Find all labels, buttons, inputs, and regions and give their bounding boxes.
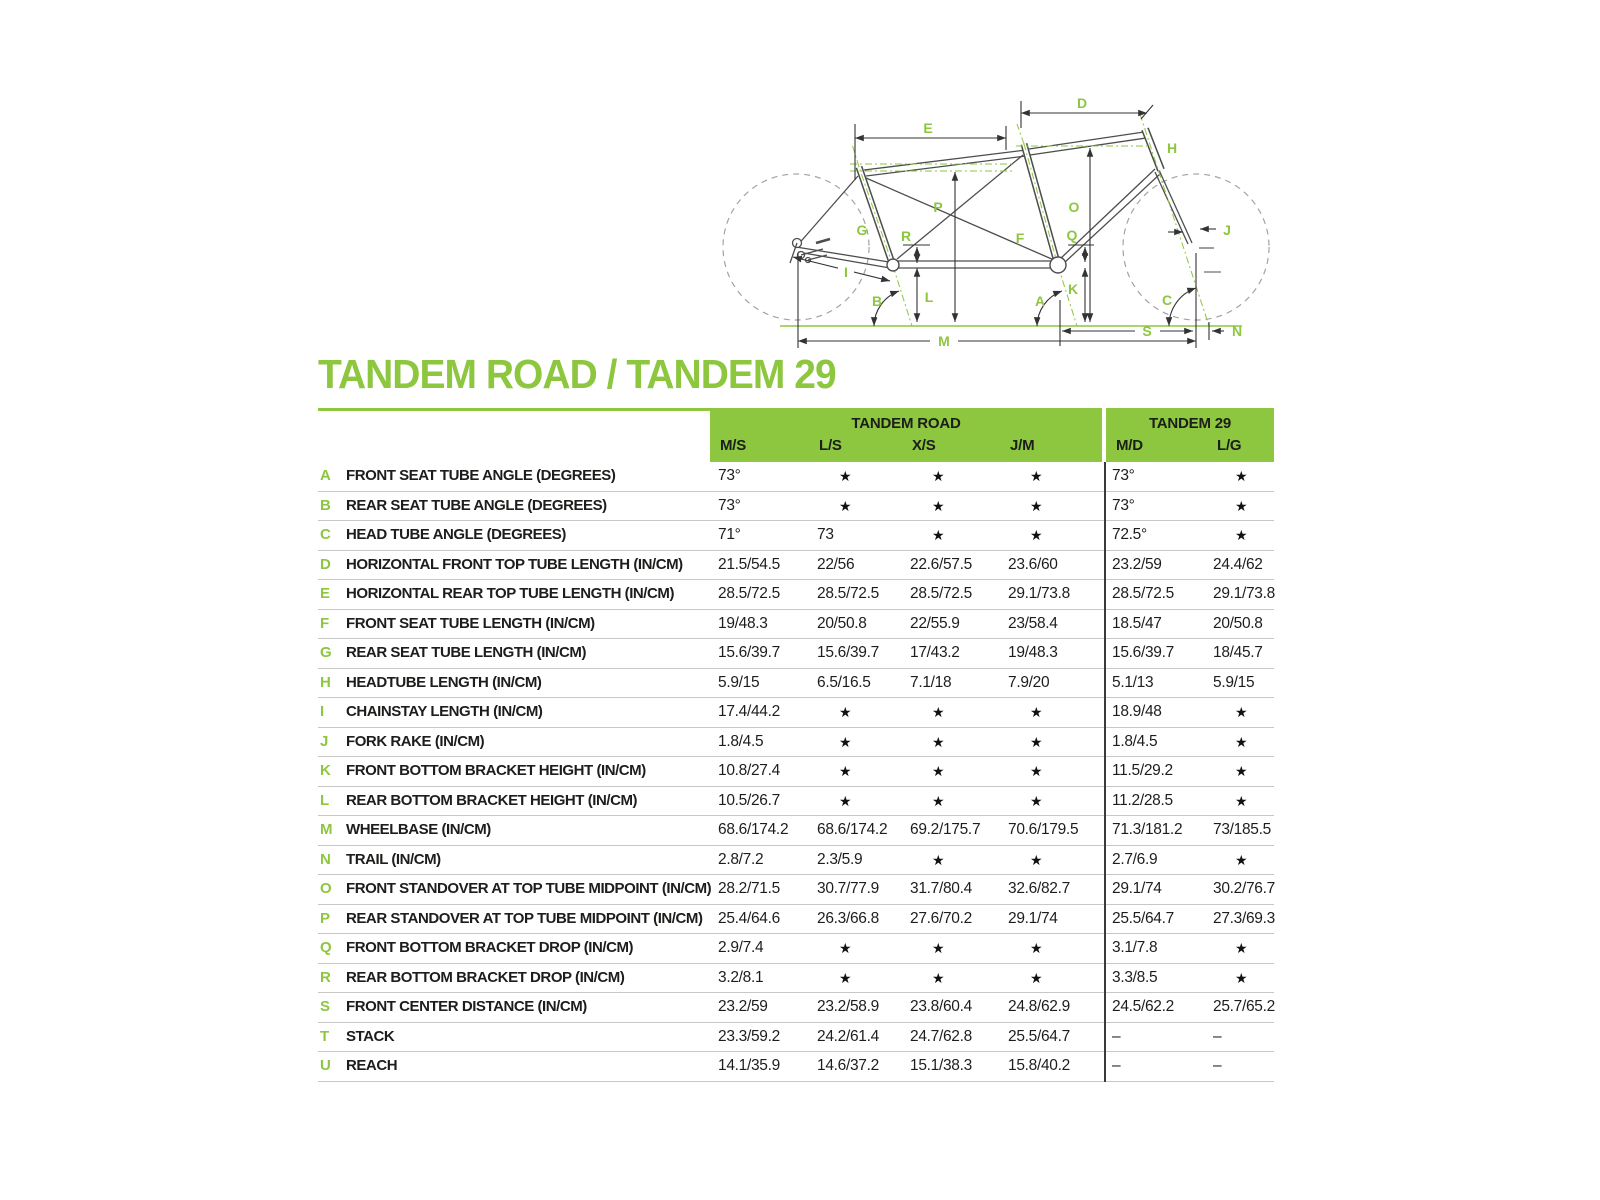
value-cell: 15.6/39.7 <box>1112 644 1174 662</box>
dim-label-e: E <box>923 120 933 136</box>
value-cell: 23.2/58.9 <box>817 998 879 1016</box>
value-cell: 15.8/40.2 <box>1008 1057 1070 1075</box>
value-cell: 15.6/39.7 <box>718 644 780 662</box>
dim-label-r: R <box>900 228 912 244</box>
value-cell: 15.6/39.7 <box>817 644 879 662</box>
star-value: ★ <box>1030 763 1043 780</box>
value-cell: 22.6/57.5 <box>910 555 972 573</box>
row-name: FRONT BOTTOM BRACKET HEIGHT (IN/CM) <box>346 762 646 780</box>
row-letter: O <box>320 880 332 898</box>
value-cell: 73° <box>1112 467 1135 484</box>
row-letter: D <box>320 555 331 573</box>
row-letter: R <box>320 968 331 986</box>
table-row <box>318 610 1274 640</box>
size-column-label: L/S <box>819 437 842 454</box>
star-value: ★ <box>1030 969 1043 986</box>
value-cell: 32.6/82.7 <box>1008 880 1070 898</box>
dim-label-l: L <box>924 289 934 305</box>
table-row <box>318 551 1274 581</box>
value-cell: 25.5/64.7 <box>1008 1027 1070 1045</box>
table-row <box>318 1023 1274 1053</box>
dim-label-q: Q <box>1066 227 1078 243</box>
row-name: REAR SEAT TUBE LENGTH (IN/CM) <box>346 644 586 662</box>
value-cell: 23.3/59.2 <box>718 1027 780 1045</box>
table-row <box>318 669 1274 699</box>
star-value: ★ <box>1235 468 1248 484</box>
row-letter: A <box>320 467 331 484</box>
row-letter: P <box>320 909 331 927</box>
value-cell: 3.3/8.5 <box>1112 968 1158 986</box>
row-name: REAR SEAT TUBE ANGLE (DEGREES) <box>346 496 607 514</box>
value-cell: 72.5° <box>1112 526 1147 544</box>
star-value: ★ <box>1235 733 1248 750</box>
size-column-label: J/M <box>1010 437 1035 454</box>
value-cell: 29.1/73.8 <box>1008 585 1070 603</box>
table-row <box>318 964 1274 994</box>
star-value: ★ <box>839 792 852 809</box>
row-name: HORIZONTAL FRONT TOP TUBE LENGTH (IN/CM) <box>346 555 683 573</box>
star-value: ★ <box>1235 497 1248 514</box>
value-cell: 23.6/60 <box>1008 555 1058 573</box>
value-cell: 30.2/76.7 <box>1213 880 1275 898</box>
value-cell: 5.9/15 <box>718 673 760 691</box>
row-letter: F <box>320 614 330 632</box>
row-name: REACH <box>346 1057 398 1075</box>
row-name: HEAD TUBE ANGLE (DEGREES) <box>346 526 566 544</box>
size-column-label: X/S <box>912 437 936 454</box>
row-letter: K <box>320 762 331 780</box>
table-row <box>318 639 1274 669</box>
row-name: FRONT SEAT TUBE ANGLE (DEGREES) <box>346 467 616 484</box>
value-cell: 26.3/66.8 <box>817 909 879 927</box>
row-name: HEADTUBE LENGTH (IN/CM) <box>346 673 542 691</box>
value-cell: 11.2/28.5 <box>1112 791 1173 809</box>
row-letter: Q <box>320 939 332 957</box>
value-cell: 20/50.8 <box>817 614 867 632</box>
value-cell: 10.5/26.7 <box>718 791 780 809</box>
fork-blade <box>1155 172 1188 244</box>
bottom-brackets <box>887 257 1066 273</box>
star-value: ★ <box>1030 704 1043 721</box>
row-name: FRONT CENTER DISTANCE (IN/CM) <box>346 998 587 1016</box>
row-letter: E <box>320 585 331 603</box>
value-cell: 28.5/72.5 <box>718 585 780 603</box>
star-value: ★ <box>839 497 852 514</box>
table-row <box>318 816 1274 846</box>
table-row <box>318 846 1274 876</box>
value-cell: 19/48.3 <box>1008 644 1058 662</box>
star-value: ★ <box>932 940 945 957</box>
value-cell: 28.5/72.5 <box>910 585 972 603</box>
size-column-label: M/D <box>1116 437 1143 454</box>
star-value: ★ <box>839 940 852 957</box>
dim-label-c: C <box>1161 292 1173 308</box>
value-cell: 15.1/38.3 <box>910 1057 972 1075</box>
value-cell: 21.5/54.5 <box>718 555 780 573</box>
row-name: CHAINSTAY LENGTH (IN/CM) <box>346 703 543 721</box>
empty-value: – <box>1112 1027 1121 1045</box>
wheels <box>723 174 1269 320</box>
star-value: ★ <box>839 969 852 986</box>
value-cell: 14.1/35.9 <box>718 1057 780 1075</box>
table-row <box>318 492 1274 522</box>
value-cell: 23/58.4 <box>1008 614 1058 632</box>
value-cell: 28.5/72.5 <box>1112 585 1174 603</box>
value-cell: 73° <box>1112 496 1135 514</box>
value-cell: 70.6/179.5 <box>1008 821 1079 839</box>
star-value: ★ <box>932 733 945 750</box>
value-cell: 18/45.7 <box>1213 644 1263 662</box>
value-cell: 25.7/65.2 <box>1213 998 1275 1016</box>
value-cell: 29.1/73.8 <box>1213 585 1275 603</box>
row-name: FRONT BOTTOM BRACKET DROP (IN/CM) <box>346 939 634 957</box>
value-cell: 73° <box>718 496 741 514</box>
star-value: ★ <box>1235 527 1248 544</box>
value-cell: 2.7/6.9 <box>1112 850 1158 868</box>
row-name: STACK <box>346 1027 395 1045</box>
table-row <box>318 1052 1274 1082</box>
table-row <box>318 934 1274 964</box>
row-name: FRONT SEAT TUBE LENGTH (IN/CM) <box>346 614 595 632</box>
star-value: ★ <box>1235 704 1248 721</box>
star-value: ★ <box>932 851 945 868</box>
star-value: ★ <box>1235 940 1248 957</box>
value-cell: 10.8/27.4 <box>718 762 780 780</box>
value-cell: 1.8/4.5 <box>1112 732 1158 750</box>
empty-value: – <box>1112 1057 1121 1075</box>
row-name: FORK RAKE (IN/CM) <box>346 732 485 750</box>
star-value: ★ <box>839 468 852 484</box>
group-label: TANDEM ROAD <box>851 415 961 432</box>
value-cell: 71.3/181.2 <box>1112 821 1183 839</box>
value-cell: 25.4/64.6 <box>718 909 780 927</box>
row-letter: G <box>320 644 332 662</box>
dim-label-f: F <box>1015 230 1025 246</box>
value-cell: 30.7/77.9 <box>817 880 879 898</box>
value-cell: 11.5/29.2 <box>1112 762 1173 780</box>
dim-label-g: G <box>856 222 868 238</box>
table-row <box>318 521 1274 551</box>
star-value: ★ <box>1235 969 1248 986</box>
row-letter: U <box>320 1057 331 1075</box>
value-cell: 18.9/48 <box>1112 703 1162 721</box>
dim-label-j: J <box>1223 222 1231 238</box>
star-value: ★ <box>839 763 852 780</box>
star-value: ★ <box>1030 733 1043 750</box>
value-cell: 73/185.5 <box>1213 821 1271 839</box>
rear-hub-detail <box>790 239 830 264</box>
star-value: ★ <box>1030 851 1043 868</box>
star-value: ★ <box>932 527 945 544</box>
star-value: ★ <box>932 497 945 514</box>
value-cell: 7.9/20 <box>1008 673 1050 691</box>
value-cell: 3.2/8.1 <box>718 968 764 986</box>
row-letter: S <box>320 998 331 1016</box>
value-cell: 24.7/62.8 <box>910 1027 972 1045</box>
table-header <box>318 408 1274 462</box>
angle-arc-C <box>1169 288 1196 326</box>
value-cell: 29.1/74 <box>1008 909 1058 927</box>
value-cell: 23.2/59 <box>718 998 768 1016</box>
value-cell: 24.2/61.4 <box>817 1027 879 1045</box>
value-cell: 27.3/69.3 <box>1213 909 1275 927</box>
value-cell: 23.8/60.4 <box>910 998 972 1016</box>
value-cell: 68.6/174.2 <box>718 821 789 839</box>
star-value: ★ <box>1030 497 1043 514</box>
column-divider <box>1104 462 1106 1082</box>
star-value: ★ <box>932 969 945 986</box>
row-letter: T <box>320 1027 330 1045</box>
star-value: ★ <box>1030 468 1043 484</box>
value-cell: 73 <box>817 526 834 544</box>
row-name: FRONT STANDOVER AT TOP TUBE MIDPOINT (IN/CM) <box>346 880 712 898</box>
value-cell: 6.5/16.5 <box>817 673 871 691</box>
star-value: ★ <box>932 468 945 484</box>
size-column-label: L/G <box>1217 437 1242 454</box>
table-row <box>318 580 1274 610</box>
row-letter: B <box>320 496 331 514</box>
star-value: ★ <box>1235 792 1248 809</box>
table-row <box>318 875 1274 905</box>
value-cell: 18.5/47 <box>1112 614 1162 632</box>
table-row <box>318 728 1274 758</box>
value-cell: 73° <box>718 467 741 484</box>
value-cell: 2.9/7.4 <box>718 939 764 957</box>
value-cell: 68.6/174.2 <box>817 821 888 839</box>
size-column-label: M/S <box>720 437 747 454</box>
value-cell: 27.6/70.2 <box>910 909 972 927</box>
value-cell: 22/56 <box>817 555 855 573</box>
value-cell: 20/50.8 <box>1213 614 1263 632</box>
value-cell: 25.5/64.7 <box>1112 909 1174 927</box>
value-cell: 24.4/62 <box>1213 555 1263 573</box>
star-value: ★ <box>932 763 945 780</box>
dim-label-o: O <box>1068 199 1080 215</box>
value-cell: 23.2/59 <box>1112 555 1162 573</box>
value-cell: 28.2/71.5 <box>718 880 780 898</box>
row-letter: H <box>320 673 331 691</box>
dim-label-s: S <box>1142 323 1152 339</box>
value-cell: 19/48.3 <box>718 614 768 632</box>
row-name: REAR BOTTOM BRACKET DROP (IN/CM) <box>346 968 625 986</box>
row-letter: N <box>320 850 331 868</box>
dim-label-i: I <box>844 264 848 280</box>
value-cell: 28.5/72.5 <box>817 585 879 603</box>
star-value: ★ <box>839 704 852 721</box>
value-cell: 29.1/74 <box>1112 880 1162 898</box>
value-cell: 5.1/13 <box>1112 673 1154 691</box>
row-letter: L <box>320 791 330 809</box>
value-cell: 5.9/15 <box>1213 673 1255 691</box>
row-letter: M <box>320 821 333 839</box>
row-name: REAR STANDOVER AT TOP TUBE MIDPOINT (IN/CM) <box>346 909 703 927</box>
dim-label-d: D <box>1076 95 1088 111</box>
star-value: ★ <box>1030 940 1043 957</box>
value-cell: 14.6/37.2 <box>817 1057 879 1075</box>
value-cell: 24.8/62.9 <box>1008 998 1070 1016</box>
dim-label-b: B <box>871 293 883 309</box>
table-row <box>318 787 1274 817</box>
dim-label-a: A <box>1034 293 1046 309</box>
header-group-tandem-road <box>710 408 1102 462</box>
dim-label-m: M <box>938 333 950 349</box>
geometry-diagram <box>700 55 1280 355</box>
group-label: TANDEM 29 <box>1148 415 1232 432</box>
value-cell: 2.3/5.9 <box>817 850 863 868</box>
table-row <box>318 462 1274 492</box>
row-name: REAR BOTTOM BRACKET HEIGHT (IN/CM) <box>346 791 638 809</box>
star-value: ★ <box>1235 763 1248 780</box>
star-value: ★ <box>1235 851 1248 868</box>
value-cell: 22/55.9 <box>910 614 960 632</box>
table-body <box>318 462 1274 1082</box>
dim-label-k: K <box>1067 281 1079 297</box>
row-name: WHEELBASE (IN/CM) <box>346 821 491 839</box>
value-cell: 24.5/62.2 <box>1112 998 1174 1016</box>
table-row <box>318 757 1274 787</box>
dim-label-n: N <box>1231 323 1243 339</box>
value-cell: 71° <box>718 526 741 544</box>
star-value: ★ <box>932 704 945 721</box>
value-cell: 17/43.2 <box>910 644 960 662</box>
table-row <box>318 993 1274 1023</box>
star-value: ★ <box>839 733 852 750</box>
value-cell: 3.1/7.8 <box>1112 939 1158 957</box>
star-value: ★ <box>1030 792 1043 809</box>
value-cell: 2.8/7.2 <box>718 850 764 868</box>
empty-value: – <box>1213 1057 1222 1075</box>
dim-label-h: H <box>1166 140 1178 156</box>
header-green-rule <box>318 408 710 411</box>
value-cell: 69.2/175.7 <box>910 821 981 839</box>
table-row <box>318 905 1274 935</box>
row-name: TRAIL (IN/CM) <box>346 850 441 868</box>
dim-label-p: P <box>933 199 943 215</box>
star-value: ★ <box>932 792 945 809</box>
empty-value: – <box>1213 1027 1222 1045</box>
star-value: ★ <box>1030 527 1043 544</box>
value-cell: 17.4/44.2 <box>718 703 780 721</box>
value-cell: 31.7/80.4 <box>910 880 972 898</box>
row-letter: C <box>320 526 331 544</box>
value-cell: 1.8/4.5 <box>718 732 764 750</box>
page-title: TANDEM ROAD / TANDEM 29 <box>318 351 836 397</box>
value-cell: 7.1/18 <box>910 673 952 691</box>
row-name: HORIZONTAL REAR TOP TUBE LENGTH (IN/CM) <box>346 585 674 603</box>
row-letter: J <box>320 732 329 750</box>
table-row <box>318 698 1274 728</box>
row-letter: I <box>320 703 325 721</box>
